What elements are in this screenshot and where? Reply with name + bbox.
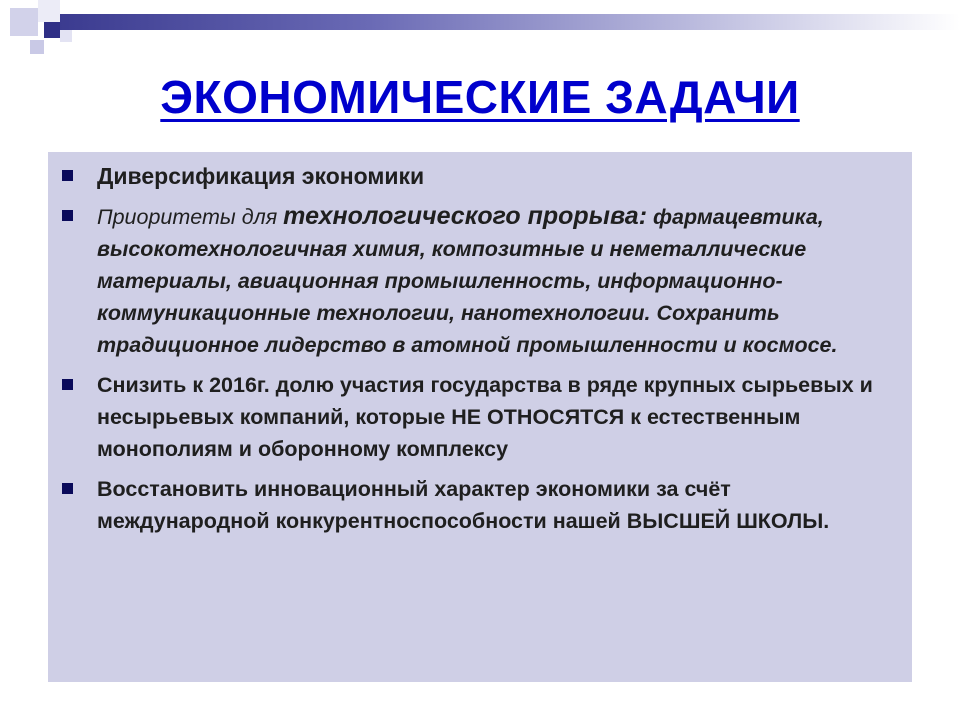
square-bullet-icon (62, 483, 73, 494)
list-item (62, 200, 892, 361)
decorative-square (30, 40, 44, 54)
square-bullet-icon (62, 170, 73, 181)
content-panel (48, 152, 912, 682)
item-body: фармацевтика, высокотехнологичная химия, композитные и неметаллические материалы, авиационная промышленность, информационно-коммуникационные технологии, нанотехнологии. Сохранить традиционное лидерство в атомной промышленности и космосе. (97, 205, 838, 357)
item-text: Диверсификация экономики (97, 163, 425, 189)
decorative-square (60, 30, 72, 42)
decorative-square (10, 8, 38, 36)
header-gradient-band (52, 14, 960, 30)
item-text (97, 200, 892, 361)
list-item (62, 473, 892, 537)
item-emphasis: технологического прорыва: (283, 202, 648, 230)
item-lead: Приоритеты для (97, 205, 284, 229)
decorative-square (38, 0, 60, 22)
list-item (62, 369, 892, 465)
item-text: Восстановить инновационный характер экономики за счёт международной конкурентноспособности нашей ВЫСШЕЙ ШКОЛЫ. (97, 477, 830, 533)
square-bullet-icon (62, 210, 73, 221)
item-text: Снизить к 2016г. долю участия государства в ряде крупных сырьевых и несырьевых компаний, которые НЕ ОТНОСЯТСЯ к естественным монополиям и оборонному комплексу (97, 373, 873, 461)
list-item (62, 160, 892, 192)
square-bullet-icon (62, 379, 73, 390)
decorative-square (44, 22, 60, 38)
slide-title: ЭКОНОМИЧЕСКИЕ ЗАДАЧИ (160, 71, 800, 123)
